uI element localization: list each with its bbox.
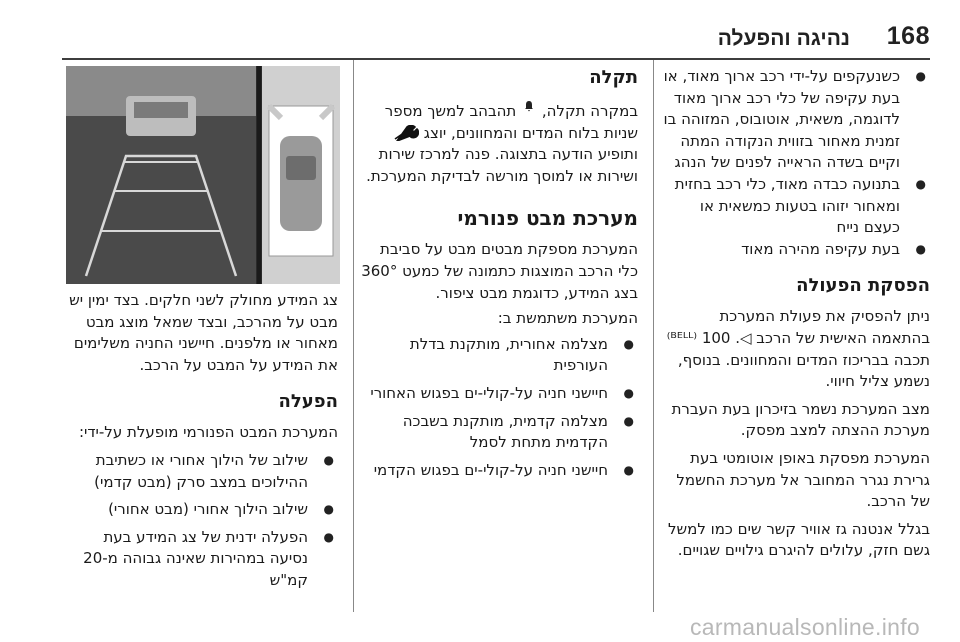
uses-paragraph: המערכת משתמשת ב:	[497, 309, 638, 328]
page-header	[0, 0, 960, 58]
fault-paragraph	[358, 98, 638, 187]
section-heading-fault: תקלה	[589, 67, 638, 88]
section-heading-panoramic: מערכת מבט פנורמי	[457, 206, 638, 231]
components-list	[358, 334, 638, 482]
column-divider-left	[353, 60, 354, 612]
paragraph: המערכת מפסקת באופן אוטומטי בעת גרירת נגרר המחובר אל מערכת החשמל של הרכב.	[676, 448, 930, 511]
image-caption: צג המידע מחולק לשני חלקים. בצד ימין יש מבט על מהרכב, ובצד שמאל מוצג מבט מאחור או מלפנים. חיישני החניה משלימים את המידע על המבט על הרכב.	[69, 291, 338, 374]
watermark: carmanualsonline.info	[689, 614, 920, 640]
column-middle	[358, 66, 638, 481]
list-item: ● מצלמה קדמית, מותקנת בשבכה הקדמית מתחת לסמל	[358, 411, 638, 454]
header-rule	[62, 58, 930, 60]
column-right	[660, 66, 930, 562]
list-item: ● מצלמה אחורית, מותקנת בדלת העורפית	[358, 334, 638, 377]
overtaking-limitations-list	[660, 66, 930, 260]
list-item: ● כשנעקפים על-ידי רכב ארוך מאוד, או בעת עקיפה של כלי רכב ארוך מאוד לדוגמה, משאית, אוטובוס, המזוהה בו זמנית מאחור בזווית הנקודה המתה וקיים בשדה הראייה לפנים של הנהג	[660, 66, 930, 174]
list-item: ● חיישני חניה על-קולי-ים בפגוש הקדמי	[358, 460, 638, 482]
list-item: ● בעת עקיפה מהירה מאוד	[660, 239, 930, 261]
wrench-icon	[393, 125, 419, 141]
chapter-title: נהיגה והפעלה	[717, 27, 850, 50]
list-item: ● בתנועה כבדה מאוד, כלי רכב בחזית ומאחור יזוהו בטעות כמשאית או כעצם נייח	[660, 174, 930, 239]
fault-text-a: במקרה תקלה,	[541, 102, 638, 120]
list-item: ● שילוב של הילוך אחורי או כשתיבת ההילוכים במצב סרק (מבט קדמי)	[62, 450, 338, 493]
panoramic-camera-illustration	[66, 66, 340, 284]
section-heading-deactivation: הפסקת הפעולה	[796, 275, 930, 297]
activation-intro: המערכת המבט הפנורמי מופעלת על-ידי:	[78, 423, 338, 442]
paragraph: ניתן להפסיק את פעולת המערכת בהתאמה האישית של הרכב ◁. 100 ⁽ᴮᴱᴸᴸ⁾ תכבה בבריכוז המדים והמחוונים. בנוסף, נשמע צליל חיווי.	[666, 307, 930, 391]
fault-text-b: תהבהב למשך מספר שניות בלוח המדים והמחוונים, יוצג	[384, 102, 638, 142]
panoramic-paragraph: המערכת מספקת מבטים מבט על סביבת כלי הרכב המוצגות כתמונה של כמעט 360° בצג המידע, כדוגמת מבט ציפור.	[361, 240, 638, 302]
activation-list	[62, 450, 338, 592]
list-item: ● חיישני חניה על-קולי-ים בפגוש האחורי	[358, 383, 638, 405]
warning-lamp-icon	[523, 98, 535, 120]
list-item: ● הפעלה ידנית של צג המידע בעת נסיעה במהירות שאינה גבוהה מ-20 קמ"ש	[62, 527, 338, 592]
list-item: ● שילוב הילוך אחורי (מבט אחורי)	[62, 499, 338, 521]
paragraph: מצב המערכת נשמר בזיכרון בעת העברת מערכת ההצתה למצב מפסק.	[671, 399, 930, 440]
page-number: 168	[886, 22, 930, 50]
column-divider-right	[653, 60, 654, 612]
fault-text-c: ותופיע הודעה בתצוגה. פנה למרכז שירות ושירות או למוסך מורשה לבדיקת המערכת.	[366, 145, 638, 185]
paragraph: בגלל אנטנה גז אוויר קשר שים כמו למשל גשם חזק, עלולים להיגרם גילויים שגויים.	[668, 519, 930, 560]
section-heading-activation: הפעלה	[278, 391, 338, 413]
column-left	[62, 290, 338, 592]
